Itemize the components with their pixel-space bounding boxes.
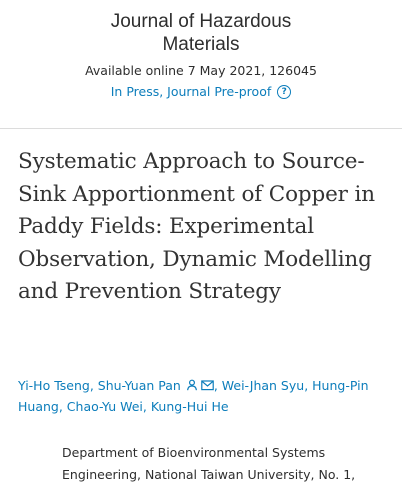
journal-title-link[interactable]: Journal of Hazardous Materials — [110, 11, 292, 55]
journal-header — [0, 10, 402, 100]
author-separator: , — [213, 378, 222, 393]
author-link[interactable]: Yi-Ho Tseng — [18, 378, 90, 393]
question-circle-icon[interactable]: ? — [277, 85, 291, 99]
article-title: Systematic Approach to Source-Sink Apportionment of Copper in Paddy Fields: Experimental Observation, Dynamic Modelling and Prevention Strategy — [18, 149, 375, 304]
author-link[interactable]: Kung-Hui He — [150, 399, 229, 414]
author-separator: , — [89, 378, 98, 393]
corresponding-author-icons — [186, 379, 214, 391]
author-link[interactable]: Chao-Yu Wei — [66, 399, 143, 414]
affiliation-line: Engineering, National Taiwan University, No. 1, — [62, 467, 356, 482]
envelope-icon[interactable] — [201, 380, 214, 391]
author-separator: , — [58, 399, 67, 414]
press-status-text[interactable]: In Press, Journal Pre-proof — [110, 84, 272, 99]
author-list — [18, 375, 394, 417]
author-link[interactable]: Shu-Yuan Pan — [97, 378, 181, 393]
press-status-row[interactable] — [0, 84, 402, 100]
affiliation-line: Department of Bioenvironmental Systems — [62, 445, 326, 460]
author-link[interactable]: Wei-Jhan Syu — [221, 378, 305, 393]
author-link[interactable]: Hung-Pin Huang — [18, 378, 369, 414]
header-divider — [0, 128, 402, 129]
person-icon[interactable] — [186, 379, 198, 391]
author-separator: , — [304, 378, 313, 393]
author-separator: , — [142, 399, 151, 414]
availability-info: Available online 7 May 2021, 126045 — [85, 63, 317, 78]
affiliation-text — [62, 442, 382, 486]
